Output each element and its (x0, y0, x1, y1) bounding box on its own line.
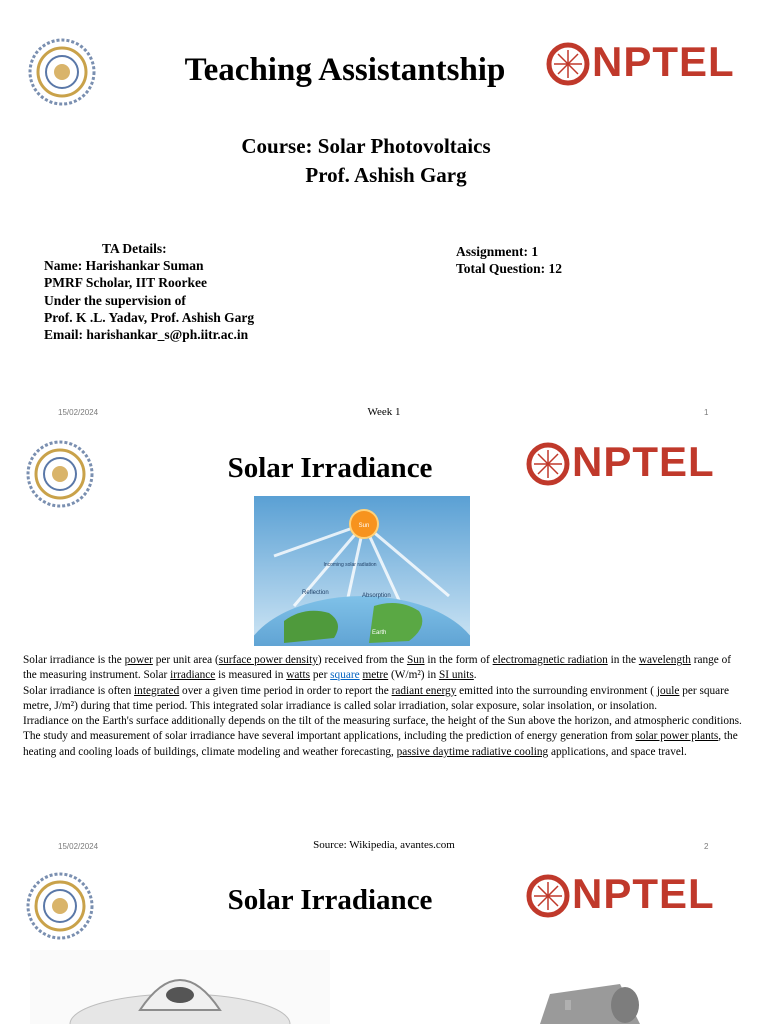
nptel-logo (526, 872, 731, 920)
ta-heading: TA Details: (102, 241, 167, 256)
pyrheliometer-image (520, 980, 660, 1024)
square-link[interactable]: square (330, 669, 360, 682)
nptel-emblem-icon (546, 42, 590, 86)
slide-1 (0, 0, 768, 432)
slide-1-date: 15/02/2024 (58, 408, 99, 417)
assignment-info (456, 243, 562, 277)
reflection-label: Reflection (302, 590, 329, 596)
iit-roorkee-logo (26, 872, 94, 940)
slide-3 (0, 864, 768, 1024)
sun-label: Sun (358, 523, 370, 529)
solar-irradiance-diagram (254, 496, 470, 646)
nptel-emblem-icon (526, 874, 570, 918)
ta-email: Email: harishankar_s@ph.iitr.ac.in (44, 327, 249, 343)
pyranometer-image (30, 950, 330, 1024)
slide-1-page-number: 1 (704, 408, 709, 417)
incoming-label: Incoming solar radiation (323, 562, 377, 568)
ta-name: Name: Harishankar Suman (44, 258, 204, 274)
nptel-logo (526, 440, 731, 488)
slide-2-title: Solar Irradiance (227, 452, 433, 484)
total-questions: Total Question: 12 (456, 261, 563, 277)
iit-roorkee-logo (26, 440, 94, 508)
iit-roorkee-logo (28, 38, 96, 106)
slide-1-title: Teaching Assistantship (184, 52, 506, 88)
slide-2-source: Source: Wikipedia, avantes.com (313, 839, 455, 851)
ta-affiliation: PMRF Scholar, IIT Roorkee (44, 275, 207, 291)
slide-2-page-number: 2 (704, 842, 709, 851)
nptel-logo-text: NPTEL (592, 38, 735, 85)
nptel-logo-text: NPTEL (572, 870, 715, 917)
slide-1-footer-center: Week 1 (367, 406, 401, 418)
slide-2-date: 15/02/2024 (58, 842, 99, 851)
slide-3-title: Solar Irradiance (227, 884, 433, 916)
nptel-emblem-icon (526, 442, 570, 486)
irradiance-description: Solar irradiance is the power per unit area (surface power density) received from the Sun in the form of electromagnetic radiation in the wavelength range of the measuring instrument. Solar irradiance is measured in watts per square metre (W/m²) in SI units. Solar irradiance is often integrated over a given time period in order to report the radiant energy emitted into the surrounding environment ( joule per square metre, J/m²) during that time period. This integrated solar irradiance is called solar irradiation, solar exposure, solar insolation, or insolation. Irradiance on the Earth's surface additionally depends on the tilt of the measuring surface, the height of the Sun above the horizon, and atmospheric conditions. The study and measurement of solar irradiance have several important applications, including the prediction of energy generation from solar power plants, the heating and cooling loads of buildings, climate modeling and weather forecasting, passive daytime radiative cooling applications, and space travel. (23, 654, 742, 758)
course-title: Course: Solar Photovoltaics (241, 134, 491, 158)
nptel-logo-text: NPTEL (572, 438, 715, 485)
assignment-number: Assignment: 1 (456, 244, 539, 259)
nptel-logo (546, 40, 751, 88)
ta-supervision: Under the supervision of (44, 292, 186, 308)
slide-2 (0, 432, 768, 864)
professor-name: Prof. Ashish Garg (305, 163, 467, 187)
ta-details (44, 240, 254, 343)
ta-supervisors: Prof. K .L. Yadav, Prof. Ashish Garg (44, 309, 255, 325)
absorption-label: Absorption (362, 593, 391, 599)
earth-label: Earth (372, 630, 387, 636)
